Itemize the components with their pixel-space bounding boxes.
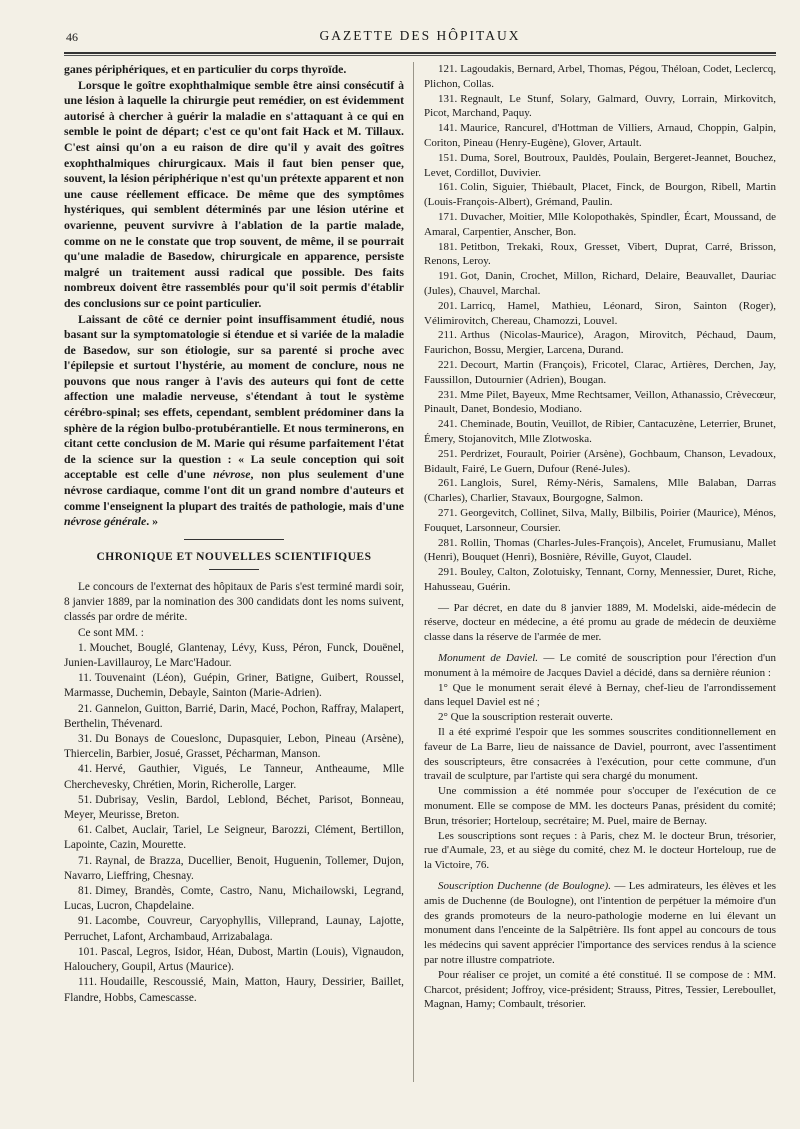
list-item: 91. Lacombe, Couvreur, Caryophyllis, Villeprand, Launay, Lajotte, Perruchet, Lafont, Archambaud, Arrizabalaga. <box>64 915 404 943</box>
list-item: 221. Decourt, Martin (François), Fricotel, Clarac, Artières, Derchen, Jay, Faussillon, Dutournier (Adrien), Bougan. <box>424 358 776 386</box>
list-item: 81. Dimey, Brandès, Comte, Castro, Nanu, Michailowski, Legrand, Lucas, Lucron, Chapdelaine. <box>64 885 404 913</box>
list-item: 231. Mme Pilet, Bayeux, Mme Rechtsamer, Veillon, Athanassio, Crèvecœur, Pinault, Danet, Bondesio, Modiano. <box>424 388 776 416</box>
list-item: 171. Duvacher, Moitier, Mlle Kolopothakès, Spindler, Écart, Moussand, de Amaral, Carpentier, Anscher, Bon. <box>424 210 776 238</box>
list-item: 201. Larricq, Hamel, Mathieu, Léonard, Siron, Sainton (Roger), Vélimirovitch, Chereau, Chamozzi, Louvel. <box>424 299 776 327</box>
running-title: GAZETTE DES HÔPITAUX <box>319 28 521 43</box>
right-column <box>424 62 776 1012</box>
section-heading: CHRONIQUE ET NOUVELLES SCIENTIFIQUES <box>96 550 372 563</box>
list-item: 271. Georgevitch, Collinet, Silva, Mally, Bilbilis, Poirier (Maurice), Ménos, Fouquet, Larsonneur, Coursier. <box>424 506 776 534</box>
paragraph: Pour réaliser ce projet, un comité a été constitué. Il se compose de : MM. Charcot, président; Joffroy, vice-président; Strauss, Pitres, Tessier, Lereboullet, Magnan, Hamy; Combault, trésorier. <box>424 968 776 1011</box>
decree-paragraph: — Par décret, en date du 8 janvier 1889, M. Modelski, aide-médecin de réserve, docteur en médecine, a été promu au grade de médecin de deuxième classe dans la réserve de l'armée de mer. <box>424 601 776 644</box>
section-separator <box>64 536 404 542</box>
list-item: 71. Raynal, de Brazza, Ducellier, Benoit, Huguenin, Tollemer, Dujon, Navarro, Lieffring, Chesnay. <box>64 854 404 882</box>
paragraph: Les souscriptions sont reçues : à Paris, chez M. le docteur Brun, trésorier, rue d'Aumale, 23, et au siège du comité, chez M. le docteur Horteloup, rue de la Victoire, 76. <box>424 829 776 872</box>
list-item: 101. Pascal, Legros, Isidor, Héan, Dubost, Martin (Louis), Vignaudon, Halouchery, Goupil, Artus (Maurice). <box>64 945 404 974</box>
list-item: 41. Hervé, Gauthier, Vigués, Le Tanneur, Antheaume, Mlle Cherchevesky, Chrétien, Morin, Richerolle, Larger. <box>64 763 404 791</box>
list-item: 11. Touvenaint (Léon), Guépin, Griner, Batigne, Guibert, Roussel, Marmasse, Duchemin, Debayle, Sainton (Marie-Adrien). <box>64 672 404 700</box>
paragraph: Laissant de côté ce dernier point insuffisamment étudié, nous basant sur la symptomatologie si étendue et si variée de la maladie de Basedow, sur son étiologie, sur sa parenté si proche avec l'épilepsie et surtout l'hystérie, au moment de conclure, nous ne pouvons que nous ranger à l'avis des auteurs qui font de cette affection une maladie nerveuse, s'étendant à tout le système cérébro-spinal; ses effets, cependant, semblent prédominer dans la sphère de la région bulbo-protubérantielle. Et nous terminerons, en citant cette conclusion de M. Marie qui résume parfaitement l'état de la science sur la question : « La seule conception qui soit acceptable est celle d'une névrose, non plus seulement d'une névrose cardiaque, comme l'ont dit un grand nombre d'auteurs et comme l'enseignent la plupart des traités de pathologie, mais d'une névrose générale. » <box>64 311 404 529</box>
list-item: 21. Gannelon, Guitton, Barrié, Darin, Macé, Pochon, Raffray, Malapert, Berthelin, Thévenard. <box>64 702 404 730</box>
paragraph: Lorsque le goître exophthalmique semble être ainsi consécutif à une lésion à laquelle la chirurgie peut remédier, on est évidemment autorisé à chercher à guérir la maladie en s'attaquant à ce qui en semble le point de départ; c'est ce qu'ont fait Hack et M. Tillaux. C'est ainsi qu'on a eu raison de dire qu'il y avait des goîtres exophthalmiques chirurgicaux. Mais il faut bien penser que, souvent, la lésion périphérique n'est qu'un prétexte apparent et non une cause réellement efficace. De même que des symptômes hystériques, qui semblent déterminés par une lésion utérine et ovarienne, peuvent survivre à l'ablation de la partie malade, comme on ne le constate que trop souvent, de même, il se pourrait qu'une maladie de Basedow, chirurgicale en apparence, persiste malgré un traitement aussi radical que possible. Des faits nombreux doivent être rassemblés pour qu'il soit permis d'établir des conclusions sur ce point particulier. <box>64 77 404 310</box>
list-item: 111. Houdaille, Rescoussié, Main, Matton, Haury, Dessirier, Baillet, Flandre, Hobbs, Camescasse. <box>64 976 404 1004</box>
duchenne-paragraph: Souscription Duchenne (de Boulogne). — Les admirateurs, les élèves et les amis de Duchenne (de Boulogne), ont l'intention de perpétuer la mémoire d'un des grands promoteurs de la neuro-pathologie moderne en lui élevant un monument dans l'enceinte de la Salpêtrière. Ils font appel au concours de tous les médecins qui savent apprécier l'importance des services rendus à la science par notre illustre compatriote. <box>424 880 776 967</box>
list-item: 31. Du Bonays de Coueslonc, Dupasquier, Lebon, Pineau (Arsène), Thiercelin, Barbier, Josué, Grasset, Pécharman, Manson. <box>64 733 404 761</box>
list-item: 121. Lagoudakis, Bernard, Arbel, Thomas, Pégou, Théloan, Codet, Leclercq, Plichon, Collas. <box>424 63 777 90</box>
article-conclusion <box>64 62 404 530</box>
list-item: 51. Dubrisay, Veslin, Bardol, Leblond, Béchet, Parisot, Bonneau, Meyer, Meurisse, Breton. <box>64 793 404 822</box>
list-item: 261. Langlois, Surel, Rémy-Néris, Samalens, Mlle Balaban, Darras (Charles), Charlier, Stavaux, Bourgogne, Salmon. <box>424 477 776 505</box>
list-item: 291. Bouley, Calton, Zolotuisky, Tennant, Corny, Mennessier, Duret, Riche, Hahusseau, Guérin. <box>424 566 776 593</box>
list-item: 151. Duma, Sorel, Boutroux, Pauldès, Poulain, Bergeret-Jeannet, Bouchez, Levet, Cordillot, Duvivier. <box>424 151 776 179</box>
header-rule <box>64 52 776 56</box>
list-item: 251. Perdrizet, Fourault, Poirier (Arsène), Gochbaum, Chanson, Levadoux, Bidault, Fairé, Le Guern, Dufour (René-Jules). <box>424 447 776 475</box>
duchenne-title: Souscription Duchenne (de Boulogne). <box>438 880 611 893</box>
paragraph: ganes périphériques, et en particulier du corps thyroïde. <box>64 62 347 76</box>
list-item: 281. Rollin, Thomas (Charles-Jules-François), Ancelet, Frumusianu, Mallet (Henri), Bouquet (Henri), Bosnière, Réville, Guyot, Claudel. <box>424 536 776 564</box>
page-header <box>64 28 776 50</box>
list-item: 1. Mouchet, Bouglé, Glantenay, Lévy, Kuss, Péron, Funck, Douënel, Junien-Lavillauroy, Le Marc'Hadour. <box>64 641 404 670</box>
list-item: 131. Regnault, Le Stunf, Solary, Galmard, Ouvry, Lorrain, Mirkovitch, Picot, Marchand, Paquy. <box>424 92 776 120</box>
list-item: 191. Got, Danin, Crochet, Millon, Richard, Delaire, Beauvallet, Dauriac (Jules), Chauvel, Marchal. <box>424 270 776 297</box>
column-divider <box>413 62 414 1082</box>
daviel-title: Monument de Daviel. <box>438 652 539 665</box>
paragraph: Une commission a été nommée pour s'occuper de l'exécution de ce monument. Elle se compose de MM. les docteurs Panas, président du comité; Brun, trésorier; Horteloup, secrétaire; M. Puel, maire de Bernay. <box>424 785 776 827</box>
daviel-point: 1° Que le monument serait élevé à Bernay, chef-lieu de l'arrondissement dans lequel Daviel est né ; <box>424 681 776 709</box>
list-intro: Ce sont MM. : <box>78 626 144 639</box>
heading-rule <box>209 569 259 570</box>
paragraph: Le concours de l'externat des hôpitaux de Paris s'est terminé mardi soir, 8 janvier 1889, par la nomination des 300 candidats dont les noms suivent, classés par ordre de mérite. <box>64 581 404 624</box>
emphasis: névrose générale <box>64 514 147 529</box>
list-item: 61. Calbet, Auclair, Tariel, Le Seigneur, Barozzi, Clément, Bertillon, Lapointe, Cazin, Mourette. <box>64 824 404 852</box>
page-number: 46 <box>66 30 78 44</box>
rank-list-left <box>64 641 404 1006</box>
list-item: 141. Maurice, Rancurel, d'Hottman de Villiers, Arnaud, Choppin, Galpin, Coriton, Pineau (Henry-Eugène), Glover, Artault. <box>424 122 776 149</box>
emphasis: névrose <box>213 467 251 482</box>
paragraph: Il a été exprimé l'espoir que les sommes souscrites conditionnellement en faveur de La Barre, lieu de naissance de Daviel, pourront, avec l'assentiment des souscripteurs, être consacrées à l'exécution, pour cette commune, d'un travail de sculpture, par l'artiste qui sera chargé du monument. <box>424 726 776 783</box>
daviel-paragraph: Monument de Daviel. — Le comité de souscription pour l'érection d'un monument à la mémoire de Jacques Daviel a décidé, dans sa dernière réunion : <box>424 652 776 679</box>
left-column <box>64 62 404 1006</box>
list-item: 181. Petitbon, Trekaki, Roux, Gresset, Vibert, Duprat, Carré, Brisson, Renons, Leroy. <box>424 240 776 268</box>
list-item: 241. Cheminade, Boutin, Veuillot, de Ribier, Cantacuzène, Leterrier, Brunet, Émery, Stojanovitch, Mlle Zlotwoska. <box>424 418 776 445</box>
list-item: 211. Arthus (Nicolas-Maurice), Aragon, Mirovitch, Péchaud, Daum, Faurichon, Bossu, Mergier, Larcena, Durand. <box>424 329 776 357</box>
rank-list-right <box>424 62 776 595</box>
daviel-point: 2° Que la souscription resterait ouverte. <box>438 711 613 724</box>
list-item: 161. Colin, Siguier, Thiébault, Placet, Finck, de Bourgon, Ribell, Martin (Louis-François-Albert), Grémand, Paulin. <box>424 181 776 209</box>
